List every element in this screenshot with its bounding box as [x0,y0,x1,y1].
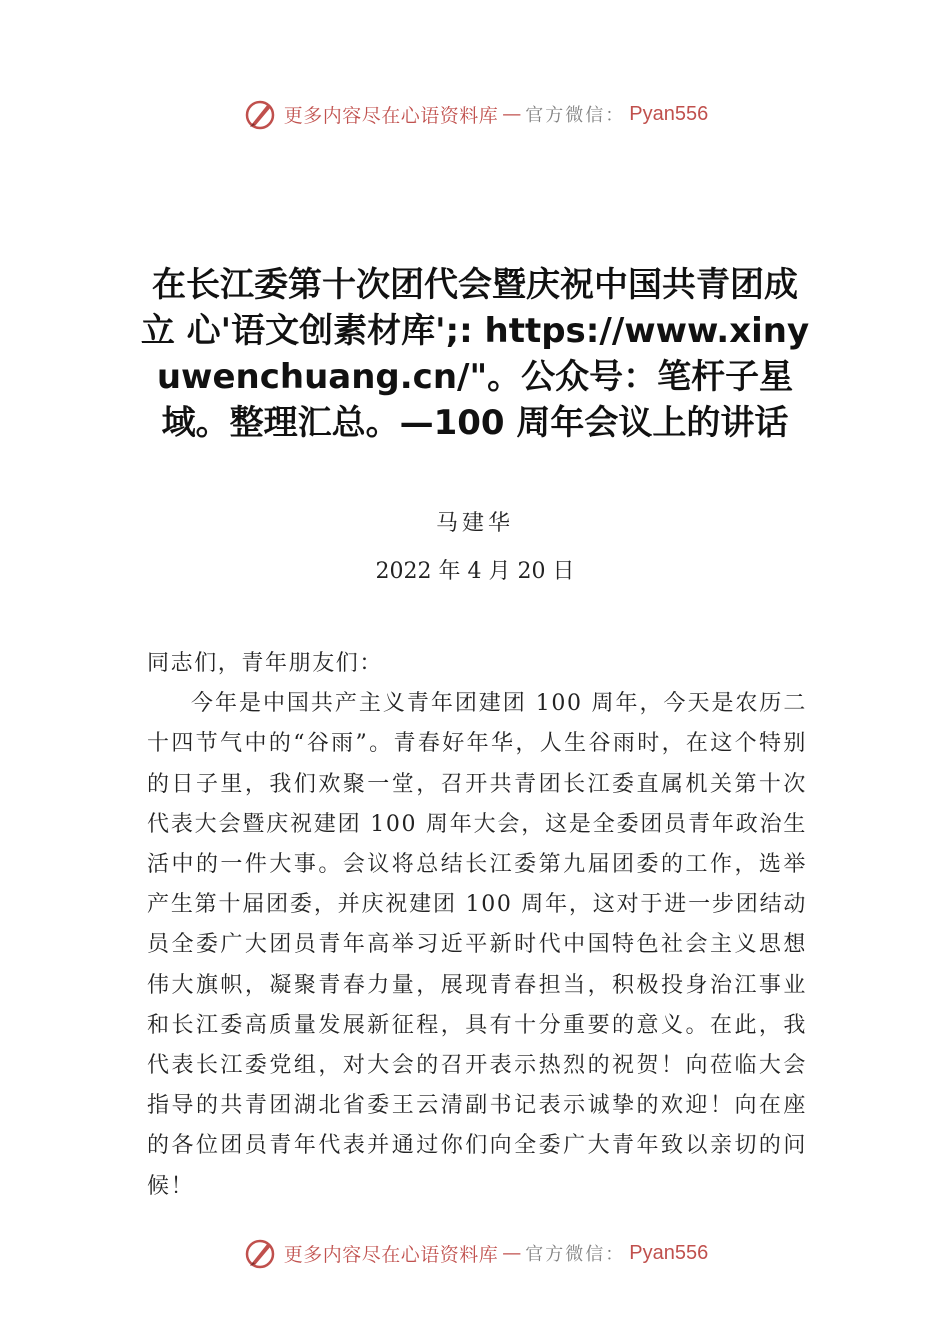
footer-banner [0,1231,950,1275]
banner-dash: — [502,1242,522,1264]
banner-dash: — [502,103,522,125]
quill-logo-icon [242,1235,278,1271]
paragraph: 今年是中国共产主义青年团建团 100 周年，今天是农历二十四节气中的“谷雨”。青春好年华，人生谷雨时，在这个特别的日子里，我们欢聚一堂，召开共青团长江委直属机关第十次代表大会暨庆祝建团 100 周年大会，这是全委团员青年政治生活中的一件大事。会议将总结长江委第九届团委的工作，选举产生第十届团委，并庆祝建团 100 周年，这对于进一步团结动员全委广大团员青年高举习近平新时代中国特色社会主义思想伟大旗帜，凝聚青春力量，展现青春担当，积极投身治江事业和长江委高质量发展新征程，具有十分重要的意义。在此，我代表长江委党组，对大会的召开表示热烈的祝贺！向莅临大会指导的共青团湖北省委王云清副书记表示诚挚的欢迎！向在座的各位团员青年代表并通过你们向全委广大青年致以亲切的问候！ [147,691,807,1199]
quill-logo-icon [242,96,278,132]
body-text [147,644,807,1207]
banner-wechat-label: 官方微信： [525,1244,626,1265]
banner-label: 更多内容尽在心语资料库 [283,104,499,127]
banner-label: 更多内容尽在心语资料库 [283,1243,499,1266]
banner-wechat-id: Pyan556 [629,1241,709,1264]
author: 马建华 [435,511,514,536]
document-title: 在长江委第十次团代会暨庆祝中国共青团成立 心'语文创素材库';: https://www.xinyuwenchuang.cn/"。公众号：笔杆子星域。整理汇总。—100 周年会议上的讲话 [140,265,810,443]
banner-wechat-id: Pyan556 [629,102,709,125]
header-banner [0,92,950,136]
greeting: 同志们，青年朋友们： [147,651,384,676]
date: 2022 年 4 月 20 日 [375,559,575,584]
banner-wechat-label: 官方微信： [525,105,626,126]
